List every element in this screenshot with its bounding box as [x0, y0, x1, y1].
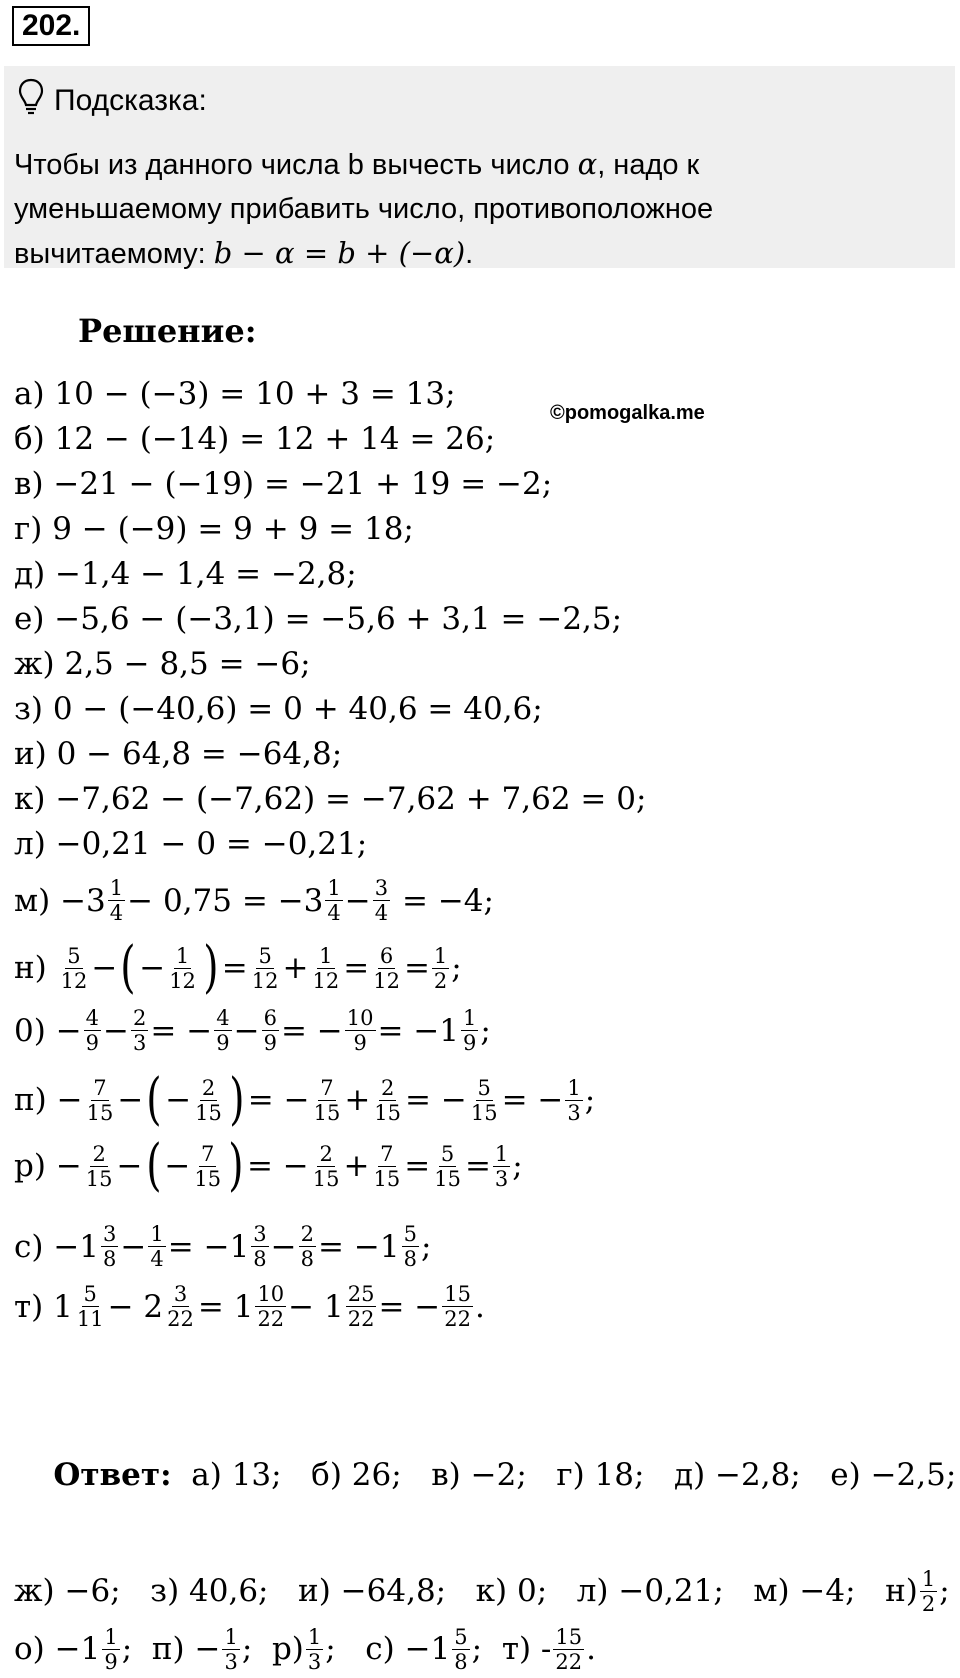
fraction: $\frac{1}{2}$ [433, 943, 448, 993]
lightbulb-icon [18, 78, 44, 124]
solution-line-zh: ж) 2,5 − 8,5 = −6; [14, 646, 311, 682]
fraction: $\frac{7}{15}$ [313, 1075, 341, 1125]
watermark: ©pomogalka.me [550, 402, 705, 424]
fraction: $\frac{2}{3}$ [133, 1006, 147, 1055]
answer-row-2: ж) −6; з) 40,6; и) −64,8; к) 0; л) −0,21; м) −4; н) $\frac{1}{2}$ ; [14, 1566, 950, 1616]
fraction: $\frac{6}{9}$ [263, 1006, 277, 1055]
solution-line-k: к) −7,62 − (−7,62) = −7,62 + 7,62 = 0; [14, 781, 647, 817]
fraction: $\frac{3}{22}$ [167, 1282, 194, 1331]
fraction: $\frac{1}{4}$ [150, 1222, 164, 1271]
hint-formula: b − α = b + (−α) [213, 236, 466, 270]
solution-line-l: л) −0,21 − 0 = −0,21; [14, 826, 368, 862]
fraction: $\frac{2}{15}$ [374, 1075, 402, 1125]
hint-text-2: , надо к [597, 149, 700, 181]
solution-line-z: з) 0 − (−40,6) = 0 + 40,6 = 40,6; [14, 691, 543, 727]
solution-line-s: с) −1 $\frac{3}{8}$ − $\frac{1}{4}$ = −1 $\frac{3}{8}$ − $\frac{2}{8}$ = −1 $\frac{5}{8}$ ; [14, 1222, 432, 1271]
fraction: $\frac{3}{4}$ [374, 876, 389, 925]
answer-row-3: о) −1 $\frac{1}{9}$ ; п) − $\frac{1}{3}$ ; р) $\frac{1}{3}$ ; с) −1 $\frac{5}{8}$ ; т) - $\frac{15}{22}$ . [14, 1624, 596, 1674]
solution-title: Решение: [78, 312, 257, 350]
fraction: $\frac{5}{12}$ [251, 943, 279, 993]
solution-line-i: и) 0 − 64,8 = −64,8; [14, 736, 343, 772]
fraction: $\frac{2}{8}$ [300, 1222, 315, 1271]
fraction: $\frac{1}{4}$ [327, 876, 341, 925]
hint-text-4: вычитаемому: [14, 238, 214, 270]
fraction: $\frac{5}{12}$ [60, 943, 88, 993]
right-paren: ) [203, 935, 219, 1000]
solution-line-e: е) −5,6 − (−3,1) = −5,6 + 3,1 = −2,5; [14, 601, 623, 637]
fraction: $\frac{1}{12}$ [312, 943, 340, 993]
solution-line-d: д) −1,4 − 1,4 = −2,8; [14, 556, 357, 592]
answer-label: Ответ: [53, 1457, 172, 1493]
solution-line-n: н) $\frac{5}{12}$ − ( − $\frac{1}{12}$ ) = $\frac{5}{12}$ + $\frac{1}{12}$ = $\frac{6}{12}$ = $\frac{1}{2}$ ; [14, 935, 462, 1000]
fraction: $\frac{2}{15}$ [312, 1141, 340, 1191]
solution-line-o: 0) − $\frac{4}{9}$ − $\frac{2}{3}$ = − $\frac{4}{9}$ − $\frac{6}{9}$ = − $\frac{10}{9}$ = −1 $\frac{1}{9}$ ; [14, 1006, 491, 1055]
right-paren: ) [228, 1133, 244, 1198]
hint-header [18, 78, 207, 124]
fraction: $\frac{1}{3}$ [307, 1624, 322, 1674]
answer-row-1: Ответ: а) 13; б) 26; в) −2; г) 18; д) −2,8; е) −2,5; [53, 1457, 957, 1493]
hint-text [14, 142, 934, 276]
hint-text-1: Чтобы из данного числа b вычесть число [14, 149, 578, 181]
fraction: $\frac{1}{4}$ [109, 876, 124, 925]
hint-box [4, 66, 955, 268]
solution-line-b: б) 12 − (−14) = 12 + 14 = 26; [14, 421, 496, 457]
fraction: $\frac{5}{8}$ [403, 1222, 417, 1271]
fraction: $\frac{1}{3}$ [494, 1141, 509, 1191]
fraction: $\frac{1}{9}$ [463, 1006, 477, 1055]
fraction: $\frac{4}{9}$ [85, 1006, 100, 1055]
solution-line-r: р) − $\frac{2}{15}$ − ( − $\frac{7}{15}$ ) = − $\frac{2}{15}$ + $\frac{7}{15}$ = $\frac{5}{15}$ = $\frac{1}{3}$ ; [14, 1133, 523, 1198]
fraction: $\frac{25}{22}$ [347, 1282, 375, 1331]
solution-line-a: а) 10 − (−3) = 10 + 3 = 13; [14, 376, 456, 412]
solution-line-g: г) 9 − (−9) = 9 + 9 = 18; [14, 511, 414, 547]
fraction: $\frac{7}{15}$ [194, 1141, 222, 1191]
fraction: $\frac{15}{22}$ [444, 1282, 472, 1331]
fraction: $\frac{6}{12}$ [373, 943, 400, 993]
fraction: $\frac{1}{9}$ [104, 1624, 118, 1674]
problem-number: 202. [12, 6, 90, 46]
fraction: $\frac{2}{15}$ [195, 1075, 222, 1125]
fraction: $\frac{1}{12}$ [169, 943, 196, 993]
solution-line-m: м) −3 $\frac{1}{4}$ − 0,75 = −3 $\frac{1}{4}$ − $\frac{3}{4}$ = −4; [14, 876, 494, 925]
answer-block [14, 1388, 957, 1678]
hint-text-5: . [465, 238, 474, 270]
fraction: $\frac{5}{15}$ [470, 1075, 498, 1125]
fraction: $\frac{10}{22}$ [257, 1282, 285, 1331]
hint-alpha: α [577, 147, 598, 181]
fraction: $\frac{5}{8}$ [454, 1624, 468, 1674]
hint-text-3: уменьшаемому прибавить число, противоположное [14, 193, 714, 225]
fraction: $\frac{1}{2}$ [921, 1566, 936, 1616]
fraction: $\frac{1}{3}$ [567, 1075, 581, 1125]
solution-line-t: т) 1 $\frac{5}{11}$ − 2 $\frac{3}{22}$ = 1 $\frac{10}{22}$ − 1 $\frac{25}{22}$ = − $\frac{15}{22}$ . [14, 1282, 485, 1331]
fraction: $\frac{3}{8}$ [253, 1222, 267, 1271]
fraction: $\frac{15}{22}$ [555, 1624, 583, 1674]
fraction: $\frac{2}{15}$ [85, 1141, 113, 1191]
left-paren: ( [145, 1133, 162, 1198]
hint-title: Подсказка: [54, 84, 207, 117]
fraction: $\frac{7}{15}$ [86, 1075, 114, 1125]
left-paren: ( [146, 1067, 162, 1132]
fraction: $\frac{5}{11}$ [76, 1282, 104, 1331]
fraction: $\frac{7}{15}$ [373, 1141, 401, 1191]
fraction: $\frac{10}{9}$ [346, 1006, 374, 1055]
solution-line-p: п) − $\frac{7}{15}$ − ( − $\frac{2}{15}$ ) = − $\frac{7}{15}$ + $\frac{2}{15}$ = − $\frac{5}{15}$ = − $\frac{1}{3}$ ; [14, 1067, 596, 1132]
fraction: $\frac{3}{8}$ [103, 1222, 117, 1271]
solution-line-v: в) −21 − (−19) = −21 + 19 = −2; [14, 466, 553, 502]
fraction: $\frac{5}{15}$ [434, 1141, 461, 1191]
right-paren: ) [229, 1067, 245, 1132]
left-paren: ( [120, 935, 136, 1000]
fraction: $\frac{1}{3}$ [224, 1624, 238, 1674]
fraction: $\frac{4}{9}$ [216, 1006, 230, 1055]
